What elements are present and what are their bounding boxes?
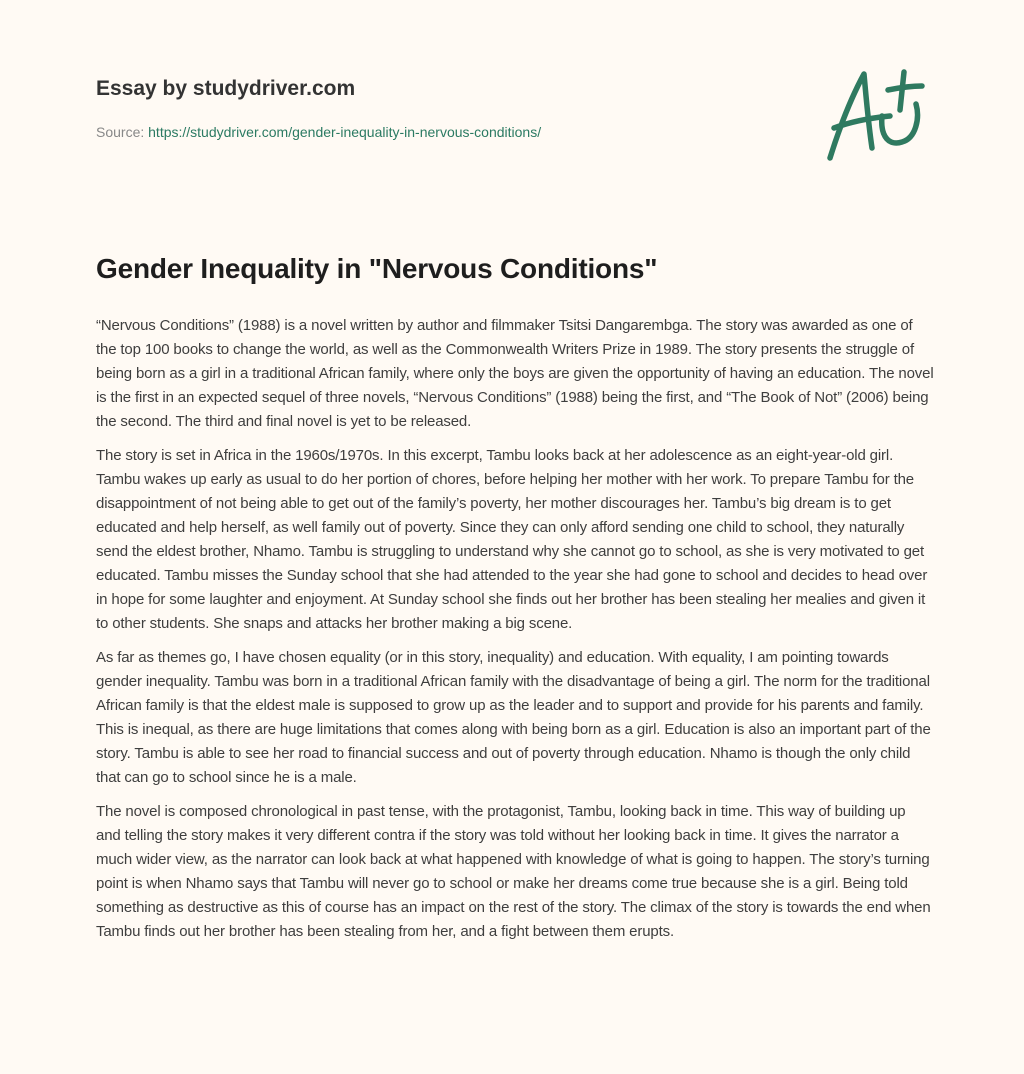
source-link[interactable]: https://studydriver.com/gender-inequality-in-nervous-conditions/: [148, 124, 542, 140]
paragraph: The novel is composed chronological in past tense, with the protagonist, Tambu, looking back in time. This way of building up and telling the story makes it very different contra if the story was told without her looking back in time. It gives the narrator a much wider view, as the narrator can look back at what happened with knowledge of what is going to happen. The story’s turning point is when Nhamo says that Tambu will never go to school or make her dreams come true because she is a girl. Being told something as destructive as this of course has an impact on the rest of the story. The climax of the story is towards the end when Tambu finds out her brother has been stealing from her, and a fight between them erupts.: [96, 803, 931, 940]
a-plus-logo-icon: [820, 66, 930, 166]
source-label: Source:: [96, 124, 145, 140]
article-body: [96, 314, 934, 954]
source-line: [96, 124, 541, 140]
paragraph: “Nervous Conditions” (1988) is a novel written by author and filmmaker Tsitsi Dangarembga. The story was awarded as one of the top 100 books to change the world, as well as the Commonwealth Writers Prize in 1989. The story presents the struggle of being born as a girl in a traditional African family, where only the boys are given the opportunity of having an education. The novel is the first in an expected sequel of three novels, “Nervous Conditions” (1988) being the first, and “The Book of Not” (2006) being the second. The third and final novel is yet to be released.: [96, 317, 934, 430]
paragraph: The story is set in Africa in the 1960s/1970s. In this excerpt, Tambu looks back at her adolescence as an eight-year-old girl. Tambu wakes up early as usual to do her portion of chores, before helping her mother with her work. To prepare Tambu for the disappointment of not being able to get out of the family’s poverty, her mother discourages her. Tambu’s big dream is to get educated and help herself, as well family out of poverty. Since they can only afford sending one child to school, they naturally send the eldest brother, Nhamo. Tambu is struggling to understand why she cannot go to school, as she is very motivated to get educated. Tambu misses the Sunday school that she had attended to the year she had gone to school and decides to head over in hope for some laughter and enjoyment. At Sunday school she finds out her brother has been stealing her mealies and given it to other students. She snaps and attacks her brother making a big scene.: [96, 447, 928, 632]
paragraph: As far as themes go, I have chosen equality (or in this story, inequality) and education. With equality, I am pointing towards gender inequality. Tambu was born in a traditional African family with the disadvantage of being a girl. The norm for the traditional African family is that the eldest male is supposed to grow up as the leader and to support and provide for his parents and family. This is inequal, as there are huge limitations that comes along with being born as a girl. Education is also an important part of the story. Tambu is able to see her road to financial success and out of poverty through education. Nhamo is though the only child that can go to school since he is a male.: [96, 649, 931, 786]
site-brand: Essay by studydriver.com: [96, 77, 356, 100]
page-title: Gender Inequality in "Nervous Conditions": [96, 253, 658, 284]
